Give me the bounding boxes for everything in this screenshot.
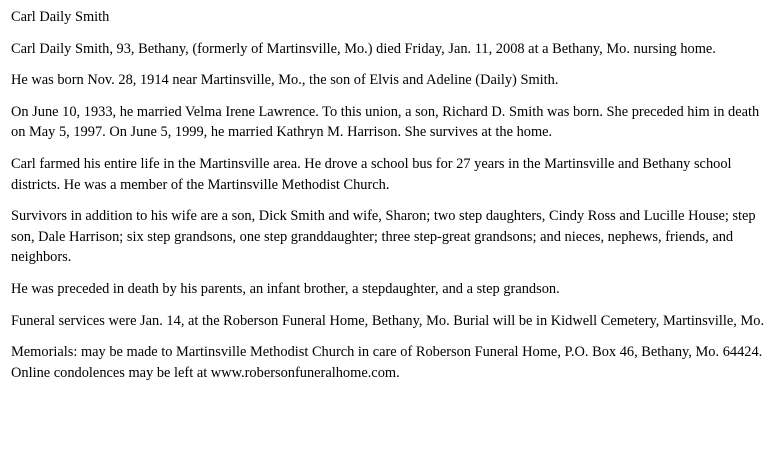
funeral-home-link[interactable]: www.robersonfuneralhome.com [210, 364, 397, 381]
paragraph-birth: He was born Nov. 28, 1914 near Martinsville, Mo., the son of Elvis and Adeline (Daily) Smith. [11, 72, 559, 89]
memorials-end: . [396, 364, 400, 381]
paragraph-marriage: On June 10, 1933, he married Velma Irene Lawrence. To this union, a son, Richard D. Smith was born. She preceded him in death on May 5, 1997. On June 5, 1999, he married Kathryn M. Harrison. She survives at the home. [11, 103, 760, 141]
paragraph-preceded: He was preceded in death by his parents, an infant brother, a stepdaughter, and a step grandson. [11, 280, 560, 297]
paragraph-career: Carl farmed his entire life in the Martinsville area. He drove a school bus for 27 years in the Martinsville and Bethany school districts. He was a member of the Martinsville Methodist Church. [11, 155, 732, 193]
paragraph-funeral: Funeral services were Jan. 14, at the Roberson Funeral Home, Bethany, Mo. Burial will be in Kidwell Cemetery, Martinsville, Mo. [11, 312, 765, 329]
paragraph-memorials [11, 342, 775, 383]
paragraph-death-notice: Carl Daily Smith, 93, Bethany, (formerly of Martinsville, Mo.) died Friday, Jan. 11, 2008 at a Bethany, Mo. nursing home. [11, 40, 716, 57]
paragraph-survivors: Survivors in addition to his wife are a son, Dick Smith and wife, Sharon; two step daughters, Cindy Ross and Lucille House; step son, Dale Harrison; six step grandsons, one step granddaughter; three step-great grandsons; and nieces, nephews, friends, and neighbors. [11, 208, 756, 266]
obituary-title: Carl Daily Smith [11, 9, 110, 25]
memorials-text: Memorials: may be made to Martinsville Methodist Church in care of Roberson Funeral Home, P.O. Box 46, Bethany, Mo. 64424. Online condolences may be left at [11, 344, 763, 381]
